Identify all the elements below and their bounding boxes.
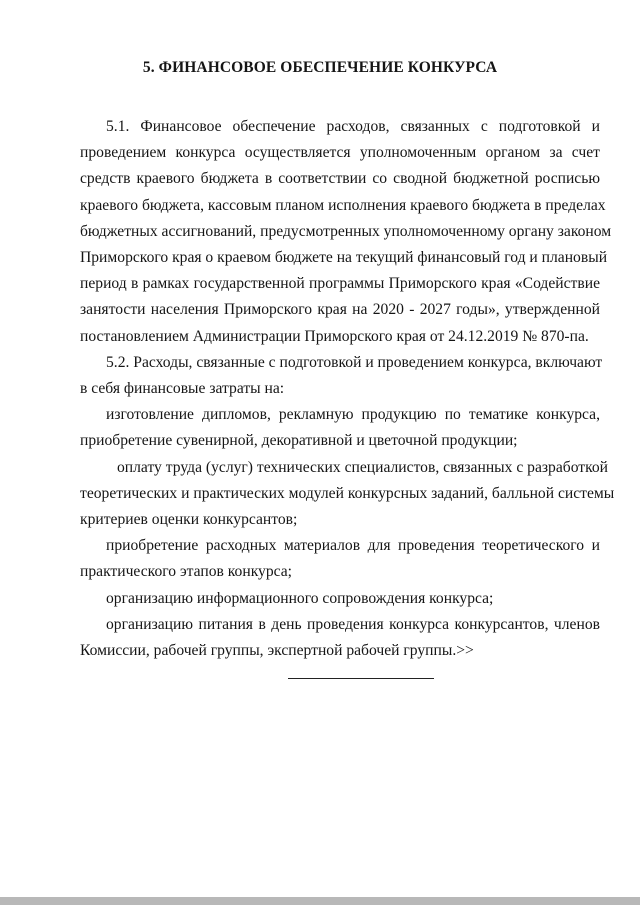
text-line: 5.2. Расходы, связанные с подготовкой и проведением конкурса, включают [106,353,603,371]
list-item-labor-payment [80,455,615,534]
text-line: 5.1. Финансовое обеспечение расходов, связанных с подготовкой и [106,118,600,135]
text-line: занятости населения Приморского края на 2020 - 2027 годы», утвержденной [80,301,600,319]
paragraph-5-2 [80,350,603,402]
text-line: Комиссии, рабочей группы, экспертной рабочей группы.>> [80,642,474,660]
text-line: оплату труда (услуг) технических специалистов, связанных с разработкой [117,458,609,476]
text-line: организацию питания в день проведения конкурса конкурсантов, членов [106,615,600,633]
text-line: в себя финансовые затраты на: [80,380,285,398]
document-body [80,114,615,664]
list-item-diplomas [80,402,600,454]
section-title: 5. ФИНАНСОВОЕ ОБЕСПЕЧЕНИЕ КОНКУРСА [142,59,498,76]
text-line: период в рамках государственной программы Приморского края «Содействие [80,275,600,293]
text-line: краевого бюджета, кассовым планом исполнения краевого бюджета в пределах [80,196,606,214]
text-line: Приморского края о краевом бюджете на текущий финансовый год и плановый [80,249,608,267]
text-line: организацию информационного сопровождения конкурса; [106,589,494,607]
text-line: изготовление дипломов, рекламную продукцию по тематике конкурса, [106,406,600,424]
end-rule-divider [288,678,434,679]
text-line: критериев оценки конкурсантов; [80,511,298,529]
text-line: проведением конкурса осуществляется уполномоченным органом за счет [80,144,600,162]
text-line: приобретение расходных материалов для проведения теоретического и [106,537,600,555]
text-line: приобретение сувенирной, декоративной и цветочной продукции; [80,432,518,450]
list-item-materials [80,533,600,585]
list-item-meals [80,612,600,664]
text-line: теоретических и практических модулей конкурсных заданий, балльной системы [80,484,615,502]
list-item-info-support [80,586,600,612]
text-line: постановлением Администрации Приморского края от 24.12.2019 № 870-па. [80,327,589,345]
text-line: бюджетных ассигнований, предусмотренных уполномоченному органу законом [80,222,612,240]
paragraph-5-1 [80,114,612,350]
scan-bottom-edge [0,897,640,905]
text-line: средств краевого бюджета в соответствии со сводной бюджетной росписью [80,170,600,188]
text-line: практического этапов конкурса; [80,563,293,581]
